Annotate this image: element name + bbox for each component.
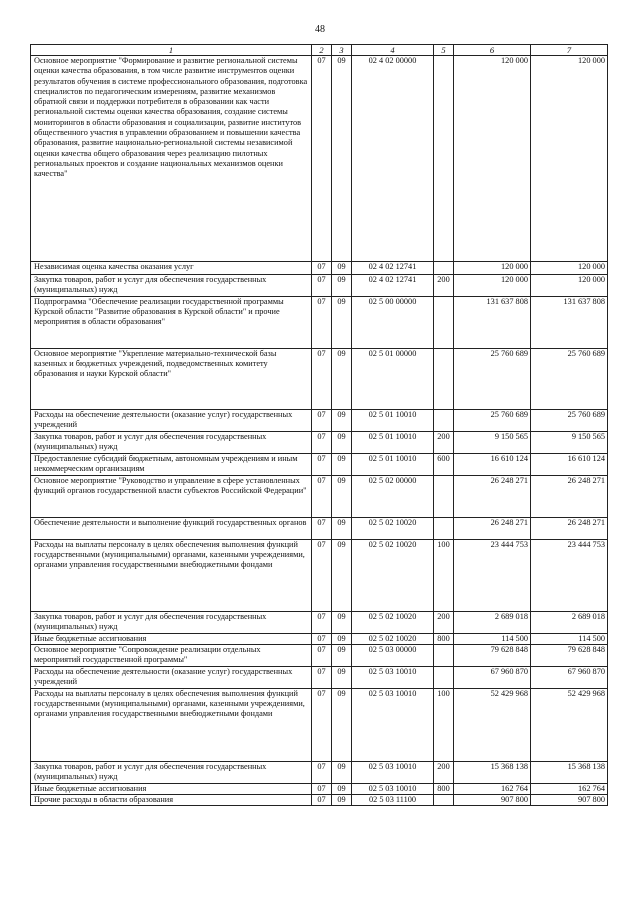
expense-name-cell: Расходы на выплаты персоналу в целях обеспечения выполнения функций государственными (муниципальными) органами, казенными учреждениями, органами управления государственными внебюджетными фондами — [31, 688, 312, 761]
expense-name-cell: Закупка товаров, работ и услуг для обеспечения государственных (муниципальных) нужд — [31, 611, 312, 633]
subsection-code-cell: 09 — [332, 783, 352, 794]
section-code-cell: 07 — [312, 517, 332, 539]
table-row — [31, 348, 608, 409]
table-row — [31, 475, 608, 517]
amount-year2-cell: 162 764 — [531, 783, 608, 794]
section-code-cell: 07 — [312, 431, 332, 453]
target-article-cell: 02 5 02 10020 — [352, 539, 434, 611]
column-number: 3 — [332, 45, 352, 56]
expense-name-cell: Основное мероприятие "Сопровождение реализации отдельных мероприятий государственной программы" — [31, 644, 312, 666]
amount-year1-cell: 25 760 689 — [454, 348, 531, 409]
section-code-cell: 07 — [312, 688, 332, 761]
section-code-cell: 07 — [312, 453, 332, 475]
target-article-cell: 02 5 00 00000 — [352, 296, 434, 348]
section-code-cell: 07 — [312, 539, 332, 611]
expense-type-cell — [434, 517, 454, 539]
expense-name-cell: Обеспечение деятельности и выполнение функций государственных органов — [31, 517, 312, 539]
amount-year2-cell: 25 760 689 — [531, 348, 608, 409]
amount-year2-cell: 79 628 848 — [531, 644, 608, 666]
amount-year1-cell: 907 800 — [454, 795, 531, 806]
column-number-row — [31, 45, 608, 56]
amount-year1-cell: 114 500 — [454, 633, 531, 644]
subsection-code-cell: 09 — [332, 431, 352, 453]
table-row — [31, 409, 608, 431]
section-code-cell: 07 — [312, 644, 332, 666]
target-article-cell: 02 5 01 10010 — [352, 409, 434, 431]
table-row — [31, 275, 608, 297]
amount-year1-cell: 52 429 968 — [454, 688, 531, 761]
target-article-cell: 02 4 02 00000 — [352, 56, 434, 262]
amount-year2-cell: 2 689 018 — [531, 611, 608, 633]
amount-year2-cell: 16 610 124 — [531, 453, 608, 475]
amount-year1-cell: 131 637 808 — [454, 296, 531, 348]
expense-name-cell: Независимая оценка качества оказания услуг — [31, 262, 312, 275]
amount-year1-cell: 26 248 271 — [454, 517, 531, 539]
expense-type-cell: 200 — [434, 611, 454, 633]
table-row — [31, 633, 608, 644]
amount-year1-cell: 23 444 753 — [454, 539, 531, 611]
amount-year1-cell: 162 764 — [454, 783, 531, 794]
expense-type-cell: 200 — [434, 761, 454, 783]
target-article-cell: 02 5 02 00000 — [352, 475, 434, 517]
expense-type-cell — [434, 475, 454, 517]
column-number: 1 — [31, 45, 312, 56]
expense-type-cell — [434, 644, 454, 666]
section-code-cell: 07 — [312, 262, 332, 275]
amount-year1-cell: 16 610 124 — [454, 453, 531, 475]
expense-type-cell — [434, 409, 454, 431]
amount-year2-cell: 15 368 138 — [531, 761, 608, 783]
expense-name-cell: Иные бюджетные ассигнования — [31, 633, 312, 644]
section-code-cell: 07 — [312, 348, 332, 409]
target-article-cell: 02 5 02 10020 — [352, 611, 434, 633]
expense-type-cell — [434, 348, 454, 409]
subsection-code-cell: 09 — [332, 262, 352, 275]
table-row — [31, 262, 608, 275]
expense-type-cell: 200 — [434, 431, 454, 453]
target-article-cell: 02 5 01 10010 — [352, 431, 434, 453]
section-code-cell: 07 — [312, 275, 332, 297]
subsection-code-cell: 09 — [332, 795, 352, 806]
table-row — [31, 539, 608, 611]
amount-year2-cell: 9 150 565 — [531, 431, 608, 453]
subsection-code-cell: 09 — [332, 517, 352, 539]
amount-year1-cell: 120 000 — [454, 56, 531, 262]
expense-type-cell — [434, 296, 454, 348]
subsection-code-cell: 09 — [332, 275, 352, 297]
subsection-code-cell: 09 — [332, 296, 352, 348]
column-number: 4 — [352, 45, 434, 56]
subsection-code-cell: 09 — [332, 539, 352, 611]
expense-type-cell — [434, 666, 454, 688]
table-row — [31, 688, 608, 761]
target-article-cell: 02 4 02 12741 — [352, 275, 434, 297]
amount-year2-cell: 23 444 753 — [531, 539, 608, 611]
expense-name-cell: Расходы на обеспечение деятельности (оказание услуг) государственных учреждений — [31, 666, 312, 688]
table-row — [31, 453, 608, 475]
table-row — [31, 431, 608, 453]
subsection-code-cell: 09 — [332, 348, 352, 409]
expense-name-cell: Основное мероприятие "Руководство и управление в сфере установленных функций органов государственной власти субъектов Российской Федерации" — [31, 475, 312, 517]
section-code-cell: 07 — [312, 296, 332, 348]
expense-type-cell: 200 — [434, 275, 454, 297]
amount-year2-cell: 26 248 271 — [531, 517, 608, 539]
amount-year1-cell: 2 689 018 — [454, 611, 531, 633]
amount-year1-cell: 79 628 848 — [454, 644, 531, 666]
expense-name-cell: Предоставление субсидий бюджетным, автономным учреждениям и иным некоммерческим организациям — [31, 453, 312, 475]
amount-year1-cell: 9 150 565 — [454, 431, 531, 453]
target-article-cell: 02 5 01 00000 — [352, 348, 434, 409]
amount-year2-cell: 120 000 — [531, 275, 608, 297]
expense-name-cell: Закупка товаров, работ и услуг для обеспечения государственных (муниципальных) нужд — [31, 761, 312, 783]
amount-year2-cell: 120 000 — [531, 56, 608, 262]
target-article-cell: 02 4 02 12741 — [352, 262, 434, 275]
section-code-cell: 07 — [312, 475, 332, 517]
amount-year2-cell: 25 760 689 — [531, 409, 608, 431]
table-row — [31, 611, 608, 633]
target-article-cell: 02 5 03 10010 — [352, 783, 434, 794]
section-code-cell: 07 — [312, 56, 332, 262]
expense-type-cell: 800 — [434, 633, 454, 644]
table-row — [31, 666, 608, 688]
subsection-code-cell: 09 — [332, 688, 352, 761]
table-row — [31, 783, 608, 794]
table-row — [31, 56, 608, 262]
expense-name-cell: Прочие расходы в области образования — [31, 795, 312, 806]
expense-type-cell — [434, 262, 454, 275]
expense-name-cell: Подпрограмма "Обеспечение реализации государственной программы Курской области "Развитие образования в Курской области" и прочие мероприятия в области образования" — [31, 296, 312, 348]
section-code-cell: 07 — [312, 783, 332, 794]
expense-type-cell — [434, 56, 454, 262]
column-number: 5 — [434, 45, 454, 56]
amount-year2-cell: 907 800 — [531, 795, 608, 806]
section-code-cell: 07 — [312, 666, 332, 688]
target-article-cell: 02 5 02 10020 — [352, 633, 434, 644]
table-row — [31, 761, 608, 783]
amount-year1-cell: 15 368 138 — [454, 761, 531, 783]
amount-year1-cell: 26 248 271 — [454, 475, 531, 517]
amount-year2-cell: 120 000 — [531, 262, 608, 275]
expense-type-cell: 800 — [434, 783, 454, 794]
subsection-code-cell: 09 — [332, 633, 352, 644]
column-number: 7 — [531, 45, 608, 56]
expense-name-cell: Расходы на обеспечение деятельности (оказание услуг) государственных учреждений — [31, 409, 312, 431]
subsection-code-cell: 09 — [332, 475, 352, 517]
section-code-cell: 07 — [312, 633, 332, 644]
expense-name-cell: Иные бюджетные ассигнования — [31, 783, 312, 794]
amount-year1-cell: 25 760 689 — [454, 409, 531, 431]
amount-year2-cell: 52 429 968 — [531, 688, 608, 761]
expense-type-cell — [434, 795, 454, 806]
subsection-code-cell: 09 — [332, 611, 352, 633]
subsection-code-cell: 09 — [332, 644, 352, 666]
amount-year1-cell: 120 000 — [454, 262, 531, 275]
subsection-code-cell: 09 — [332, 666, 352, 688]
section-code-cell: 07 — [312, 409, 332, 431]
page-number: 48 — [315, 24, 325, 35]
table-body — [31, 56, 608, 806]
table-row — [31, 795, 608, 806]
target-article-cell: 02 5 03 00000 — [352, 644, 434, 666]
target-article-cell: 02 5 02 10020 — [352, 517, 434, 539]
column-number: 6 — [454, 45, 531, 56]
target-article-cell: 02 5 03 11100 — [352, 795, 434, 806]
subsection-code-cell: 09 — [332, 453, 352, 475]
column-number: 2 — [312, 45, 332, 56]
amount-year2-cell: 131 637 808 — [531, 296, 608, 348]
table-row — [31, 296, 608, 348]
target-article-cell: 02 5 03 10010 — [352, 761, 434, 783]
subsection-code-cell: 09 — [332, 56, 352, 262]
expense-name-cell: Закупка товаров, работ и услуг для обеспечения государственных (муниципальных) нужд — [31, 431, 312, 453]
amount-year1-cell: 120 000 — [454, 275, 531, 297]
expense-type-cell: 100 — [434, 539, 454, 611]
target-article-cell: 02 5 01 10010 — [352, 453, 434, 475]
section-code-cell: 07 — [312, 795, 332, 806]
expense-name-cell: Закупка товаров, работ и услуг для обеспечения государственных (муниципальных) нужд — [31, 275, 312, 297]
expense-type-cell: 600 — [434, 453, 454, 475]
expense-type-cell: 100 — [434, 688, 454, 761]
subsection-code-cell: 09 — [332, 409, 352, 431]
subsection-code-cell: 09 — [332, 761, 352, 783]
budget-table — [30, 44, 608, 806]
expense-name-cell: Основное мероприятие "Формирование и развитие региональной системы оценки качества образования, в том числе развитие инструментов оценки результатов обучения в системе профессионального образования, подготовка специалистов по педагогическим измерениям, развитие механизмов обратной связи и поддержки потребителя в образовании как части региональной системы оценки качества образования, создание системы мониторингов в области образования и социализации, развитие институтов общественного участия в управлении образованием и повышении качества образования, развитие национально-региональной системы независимой оценки качества общего образования через реализацию пилотных региональных проектов и создание национальных механизмов оценки качества" — [31, 56, 312, 262]
amount-year2-cell: 114 500 — [531, 633, 608, 644]
expense-name-cell: Основное мероприятие "Укрепление материально-технической базы казенных и бюджетных учреждений, подведомственных комитету образования и науки Курской области" — [31, 348, 312, 409]
amount-year2-cell: 67 960 870 — [531, 666, 608, 688]
table-row — [31, 644, 608, 666]
section-code-cell: 07 — [312, 761, 332, 783]
expense-name-cell: Расходы на выплаты персоналу в целях обеспечения выполнения функций государственными (муниципальными) органами, казенными учреждениями, органами управления государственными внебюджетными фондами — [31, 539, 312, 611]
table-row — [31, 517, 608, 539]
amount-year1-cell: 67 960 870 — [454, 666, 531, 688]
target-article-cell: 02 5 03 10010 — [352, 688, 434, 761]
amount-year2-cell: 26 248 271 — [531, 475, 608, 517]
target-article-cell: 02 5 03 10010 — [352, 666, 434, 688]
section-code-cell: 07 — [312, 611, 332, 633]
